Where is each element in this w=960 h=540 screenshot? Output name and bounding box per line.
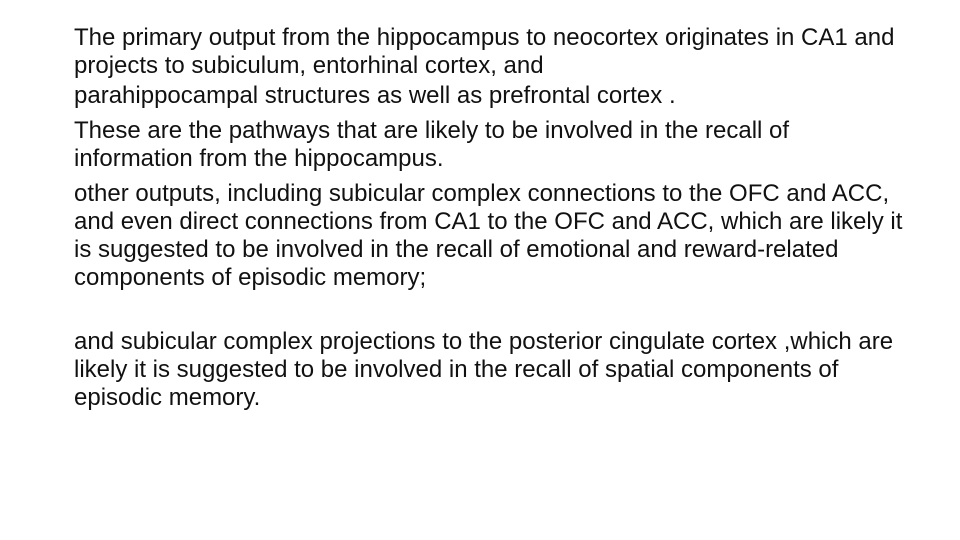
slide-body-text xyxy=(74,24,904,412)
paragraph-parahippocampal: parahippocampal structures as well as prefrontal cortex . xyxy=(74,82,676,109)
paragraph-recall-pathways: These are the pathways that are likely to be involved in the recall of information from the hippocampus. xyxy=(74,117,790,172)
paragraph-ca1-output: The primary output from the hippocampus to neocortex originates in CA1 and projects to subiculum, entorhinal cortex, and xyxy=(74,24,895,79)
paragraph-other-outputs: other outputs, including subicular complex connections to the OFC and ACC, and even direct connections from CA1 to the OFC and ACC, which are likely it is suggested to be involved in the recall of emotional and reward-related components of episodic memory; xyxy=(74,180,903,291)
paragraph-subicular-projections: and subicular complex projections to the posterior cingulate cortex ,which are likely it is suggested to be involved in the recall of spatial components of episodic memory. xyxy=(74,328,894,411)
